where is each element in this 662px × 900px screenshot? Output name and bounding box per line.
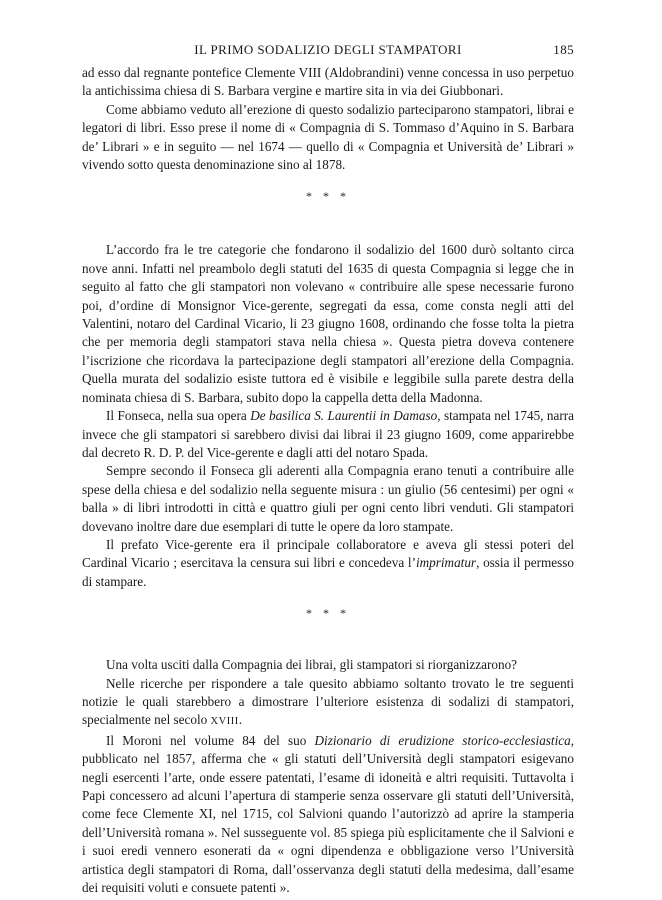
work-title-moroni: Dizionario di erudizione storico-ecclesiastica [314, 732, 571, 748]
section-separator-1: * * * [306, 189, 350, 204]
paragraph-3: L’accordo fra le tre categorie che fondarono il sodalizio del 1600 durò soltanto circa nove anni. Infatti nel preambolo degli statuti del 1635 di questa Compagnia si legge che in seguito al fatto che gli stampatori non volevano « contribuire alle spese necessarie furono poi, d’ordine di Monsignor Vice-gerente, segregati da essa, come consta negli atti del Valentini, notaro del Cardinal Vicario, li 23 giugno 1608, ordinando che fosse tolta la pietra che per memoria degli stampatori stava nella chiesa ». Questa pietra doveva contenere l’iscrizione che ricordava la partecipazione degli stampatori all’erezione della Compagnia. Quella murata del sodalizio esiste tuttora ed è visibile e leggibile sulla parete destra della nominata chiesa di S. Barbara, subito dopo la cappella detta della Madonna. [82, 242, 574, 405]
paragraph-2: Come abbiamo veduto all’erezione di questo sodalizio parteciparono stampatori, librai e legatori di libri. Esso prese il nome di « Compagnia di S. Tommaso d’Aquino in S. Barbara de’ Librari » e in seguito — nel 1674 — quello di « Compagnia et Università de’ Librari » vivendo sotto questa denominazione sino al 1878. [82, 101, 574, 173]
page-number: 185 [553, 42, 574, 57]
paragraph-8 [82, 675, 574, 732]
paragraph-8-text-b: . [238, 712, 242, 728]
paragraph-4-text-b: , stampata nel 1745, narra invece che gli stampatori si sarebbero divisi dai librai il 23 giugno 1609, come apparirebbe dal decreto R. D. P. del Vice-gerente e dagli atti del notaro Spada. [82, 408, 574, 460]
paragraph-6-text-a: Il prefato Vice-gerente era il principale collaboratore e aveva gli stessi poteri del Cardinal Vicario ; esercitava la censura sui libri e concedeva l’ [82, 536, 574, 571]
paragraph-6-text-b: , ossia il permesso di stampare. [82, 555, 574, 589]
paragraph-1: ad esso dal regnante pontefice Clemente VIII (Aldobrandini) venne concessa in uso perpetuo la antichissima chiesa di S. Barbara vergine e martire sita in via dei Giubbonari. [82, 65, 574, 99]
body-text [82, 64, 574, 897]
century-numeral: XVIII [210, 716, 239, 728]
paragraph-6 [82, 536, 574, 591]
paragraph-4 [82, 407, 574, 462]
work-title-fonseca: De basilica S. Laurentii in Damaso [250, 408, 438, 424]
running-header [82, 42, 574, 64]
paragraph-9 [82, 732, 574, 898]
paragraph-9-text-b: , pubblicato nel 1857, afferma che « gli statuti dell’Università degli stampatori esigevano negli esercenti l’arte, onde essere patentati, l’esame di idoneità e altri requisiti. Tuttavolta i Papi concessero ad alcuni l’apertura di stamperie senza osservare gli statuti dell’Università, come fece Clemente XI, nel 1715, col Salvioni quando l’autorizzò ad aprire la stamperia dell’Università romana ». Nel susseguente vol. 85 spiega più esplicitamente che il Salvioni e i suoi eredi vennero esonerati da « ogni dipendenza e obbligazione verso l’Università artistica degli stampatori di Roma, dall’osservanza degli statuti della medesima, dall’esame dei requisiti voluti e consuete patenti ». [82, 732, 575, 896]
section-separator-2: * * * [306, 606, 350, 621]
imprimatur-term: imprimatur [415, 555, 477, 571]
paragraph-8-text-a: Nelle ricerche per rispondere a tale quesito abbiamo soltanto trovato le tre seguenti notizie le quali starebbero a dimostrare l’ulteriore esistenza di sodalizi di stampatori, specialmente nel secolo [82, 675, 574, 728]
paragraph-4-text-a: Il Fonseca, nella sua opera [106, 408, 251, 424]
paragraph-9-text-a: Il Moroni nel volume 84 del suo [106, 732, 315, 748]
paragraph-7: Una volta usciti dalla Compagnia dei librai, gli stampatori si riorganizzarono? [106, 657, 518, 673]
book-page [82, 42, 574, 897]
running-title: IL PRIMO SODALIZIO DEGLI STAMPATORI [194, 42, 462, 57]
paragraph-5: Sempre secondo il Fonseca gli aderenti alla Compagnia erano tenuti a contribuire alle spese della chiesa e del sodalizio nella seguente misura : un giulio (56 centesimi) per ogni « balla » di libri introdotti in città e quattro giuli per ogni cento libri venduti. Gli stampatori dovevano inoltre dare due esemplari di tutte le opere da loro stampate. [82, 463, 574, 534]
